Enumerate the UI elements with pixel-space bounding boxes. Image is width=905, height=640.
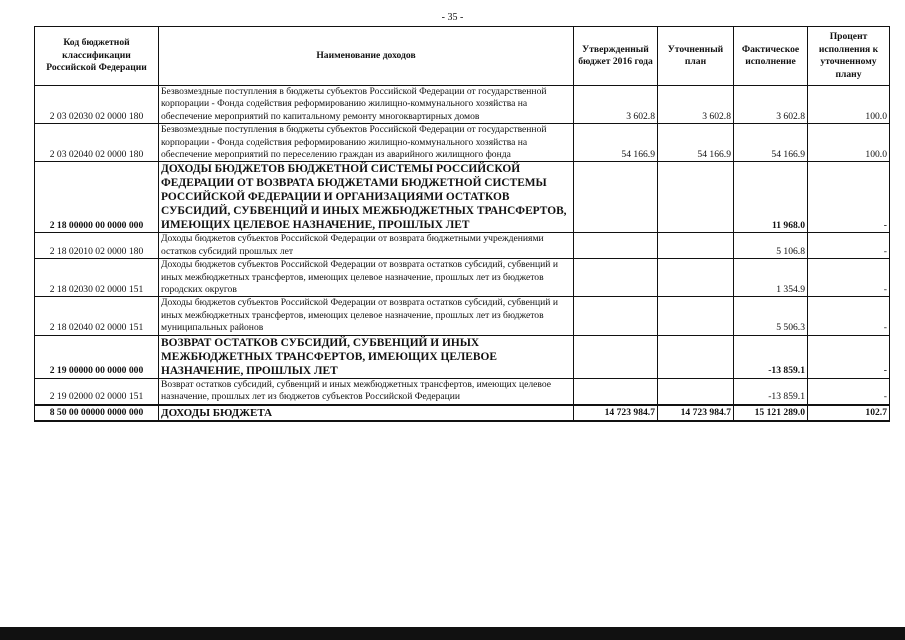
row-approved: 3 602.8	[574, 86, 658, 124]
header-name: Наименование доходов	[159, 27, 574, 86]
header-code: Код бюджетной классификации Российской Федерации	[35, 27, 159, 86]
row-actual: 3 602.8	[734, 86, 808, 124]
row-percent: 102.7	[808, 405, 890, 421]
row-name: Доходы бюджетов субъектов Российской Федерации от возврата остатков субсидий, субвенций и иных межбюджетных трансфертов, имеющих целевое назначение, прошлых лет из бюджетов муниципальных районов	[159, 297, 574, 335]
row-name: Безвозмездные поступления в бюджеты субъектов Российской Федерации от государственной корпорации - Фонда содействия реформированию жилищно-коммунального хозяйства на обеспечение мероприятий по переселению граждан из аварийного жилищного фонда	[159, 124, 574, 162]
header-actual: Фактическое исполнение	[734, 27, 808, 86]
row-percent: -	[808, 378, 890, 404]
row-revised	[658, 378, 734, 404]
row-revised: 14 723 984.7	[658, 405, 734, 421]
row-actual: 11 968.0	[734, 162, 808, 233]
row-percent: -	[808, 162, 890, 233]
row-actual: 1 354.9	[734, 259, 808, 297]
row-percent: 100.0	[808, 124, 890, 162]
row-percent: -	[808, 233, 890, 259]
table-row	[35, 378, 890, 404]
row-revised	[658, 297, 734, 335]
row-actual: 15 121 289.0	[734, 405, 808, 421]
header-percent: Процент исполнения к уточненному плану	[808, 27, 890, 86]
row-code: 2 18 02030 02 0000 151	[35, 259, 159, 297]
row-code: 2 18 00000 00 0000 000	[35, 162, 159, 233]
row-approved	[574, 233, 658, 259]
row-name: Доходы бюджетов субъектов Российской Федерации от возврата остатков субсидий, субвенций и иных межбюджетных трансфертов, имеющих целевое назначение, прошлых лет из бюджетов городских округов	[159, 259, 574, 297]
row-approved: 54 166.9	[574, 124, 658, 162]
table-row-total	[35, 405, 890, 421]
row-name: Доходы бюджетов субъектов Российской Федерации от возврата бюджетными учреждениями остатков субсидий прошлых лет	[159, 233, 574, 259]
table-row	[35, 335, 890, 378]
row-code: 2 19 00000 00 0000 000	[35, 335, 159, 378]
row-revised: 54 166.9	[658, 124, 734, 162]
table-row	[35, 86, 890, 124]
scan-edge-bar	[0, 627, 905, 640]
row-actual: 5 106.8	[734, 233, 808, 259]
row-revised: 3 602.8	[658, 86, 734, 124]
table-row	[35, 162, 890, 233]
row-approved	[574, 162, 658, 233]
row-percent: -	[808, 259, 890, 297]
table-row	[35, 124, 890, 162]
row-actual: -13 859.1	[734, 378, 808, 404]
table-row	[35, 259, 890, 297]
row-percent: -	[808, 297, 890, 335]
table-row	[35, 297, 890, 335]
row-approved: 14 723 984.7	[574, 405, 658, 421]
row-actual: 5 506.3	[734, 297, 808, 335]
row-name: ДОХОДЫ БЮДЖЕТОВ БЮДЖЕТНОЙ СИСТЕМЫ РОССИЙСКОЙ ФЕДЕРАЦИИ ОТ ВОЗВРАТА БЮДЖЕТАМИ БЮДЖЕТНОЙ СИСТЕМЫ РОССИЙСКОЙ ФЕДЕРАЦИИ И ОРГАНИЗАЦИЯМИ ОСТАТКОВ СУБСИДИЙ, СУБВЕНЦИЙ И ИНЫХ МЕЖБЮДЖЕТНЫХ ТРАНСФЕРТОВ, ИМЕЮЩИХ ЦЕЛЕВОЕ НАЗНАЧЕНИЕ, ПРОШЛЫХ ЛЕТ	[159, 162, 574, 233]
header-revised: Уточненный план	[658, 27, 734, 86]
row-revised	[658, 335, 734, 378]
row-name: Безвозмездные поступления в бюджеты субъектов Российской Федерации от государственной корпорации - Фонда содействия реформированию жилищно-коммунального хозяйства на обеспечение мероприятий по капитальному ремонту многоквартирных домов	[159, 86, 574, 124]
revenue-table	[34, 26, 890, 422]
row-revised	[658, 162, 734, 233]
row-code: 2 18 02040 02 0000 151	[35, 297, 159, 335]
row-approved	[574, 378, 658, 404]
page-number: - 35 -	[441, 12, 464, 23]
row-code: 2 19 02000 02 0000 151	[35, 378, 159, 404]
row-revised	[658, 233, 734, 259]
header-approved: Утвержденный бюджет 2016 года	[574, 27, 658, 86]
row-code: 2 03 02030 02 0000 180	[35, 86, 159, 124]
row-percent: 100.0	[808, 86, 890, 124]
row-actual: -13 859.1	[734, 335, 808, 378]
row-code: 2 03 02040 02 0000 180	[35, 124, 159, 162]
row-name: Возврат остатков субсидий, субвенций и иных межбюджетных трансфертов, имеющих целевое назначение, прошлых лет из бюджетов субъектов Российской Федерации	[159, 378, 574, 404]
row-code: 8 50 00 00000 0000 000	[35, 405, 159, 421]
row-revised	[658, 259, 734, 297]
row-name: ВОЗВРАТ ОСТАТКОВ СУБСИДИЙ, СУБВЕНЦИЙ И ИНЫХ МЕЖБЮДЖЕТНЫХ ТРАНСФЕРТОВ, ИМЕЮЩИХ ЦЕЛЕВОЕ НАЗНАЧЕНИЕ, ПРОШЛЫХ ЛЕТ	[159, 335, 574, 378]
row-percent: -	[808, 335, 890, 378]
row-approved	[574, 335, 658, 378]
table-header-row	[35, 27, 890, 86]
table-row	[35, 233, 890, 259]
row-approved	[574, 297, 658, 335]
row-code: 2 18 02010 02 0000 180	[35, 233, 159, 259]
row-name: ДОХОДЫ БЮДЖЕТА	[159, 405, 574, 421]
row-actual: 54 166.9	[734, 124, 808, 162]
row-approved	[574, 259, 658, 297]
